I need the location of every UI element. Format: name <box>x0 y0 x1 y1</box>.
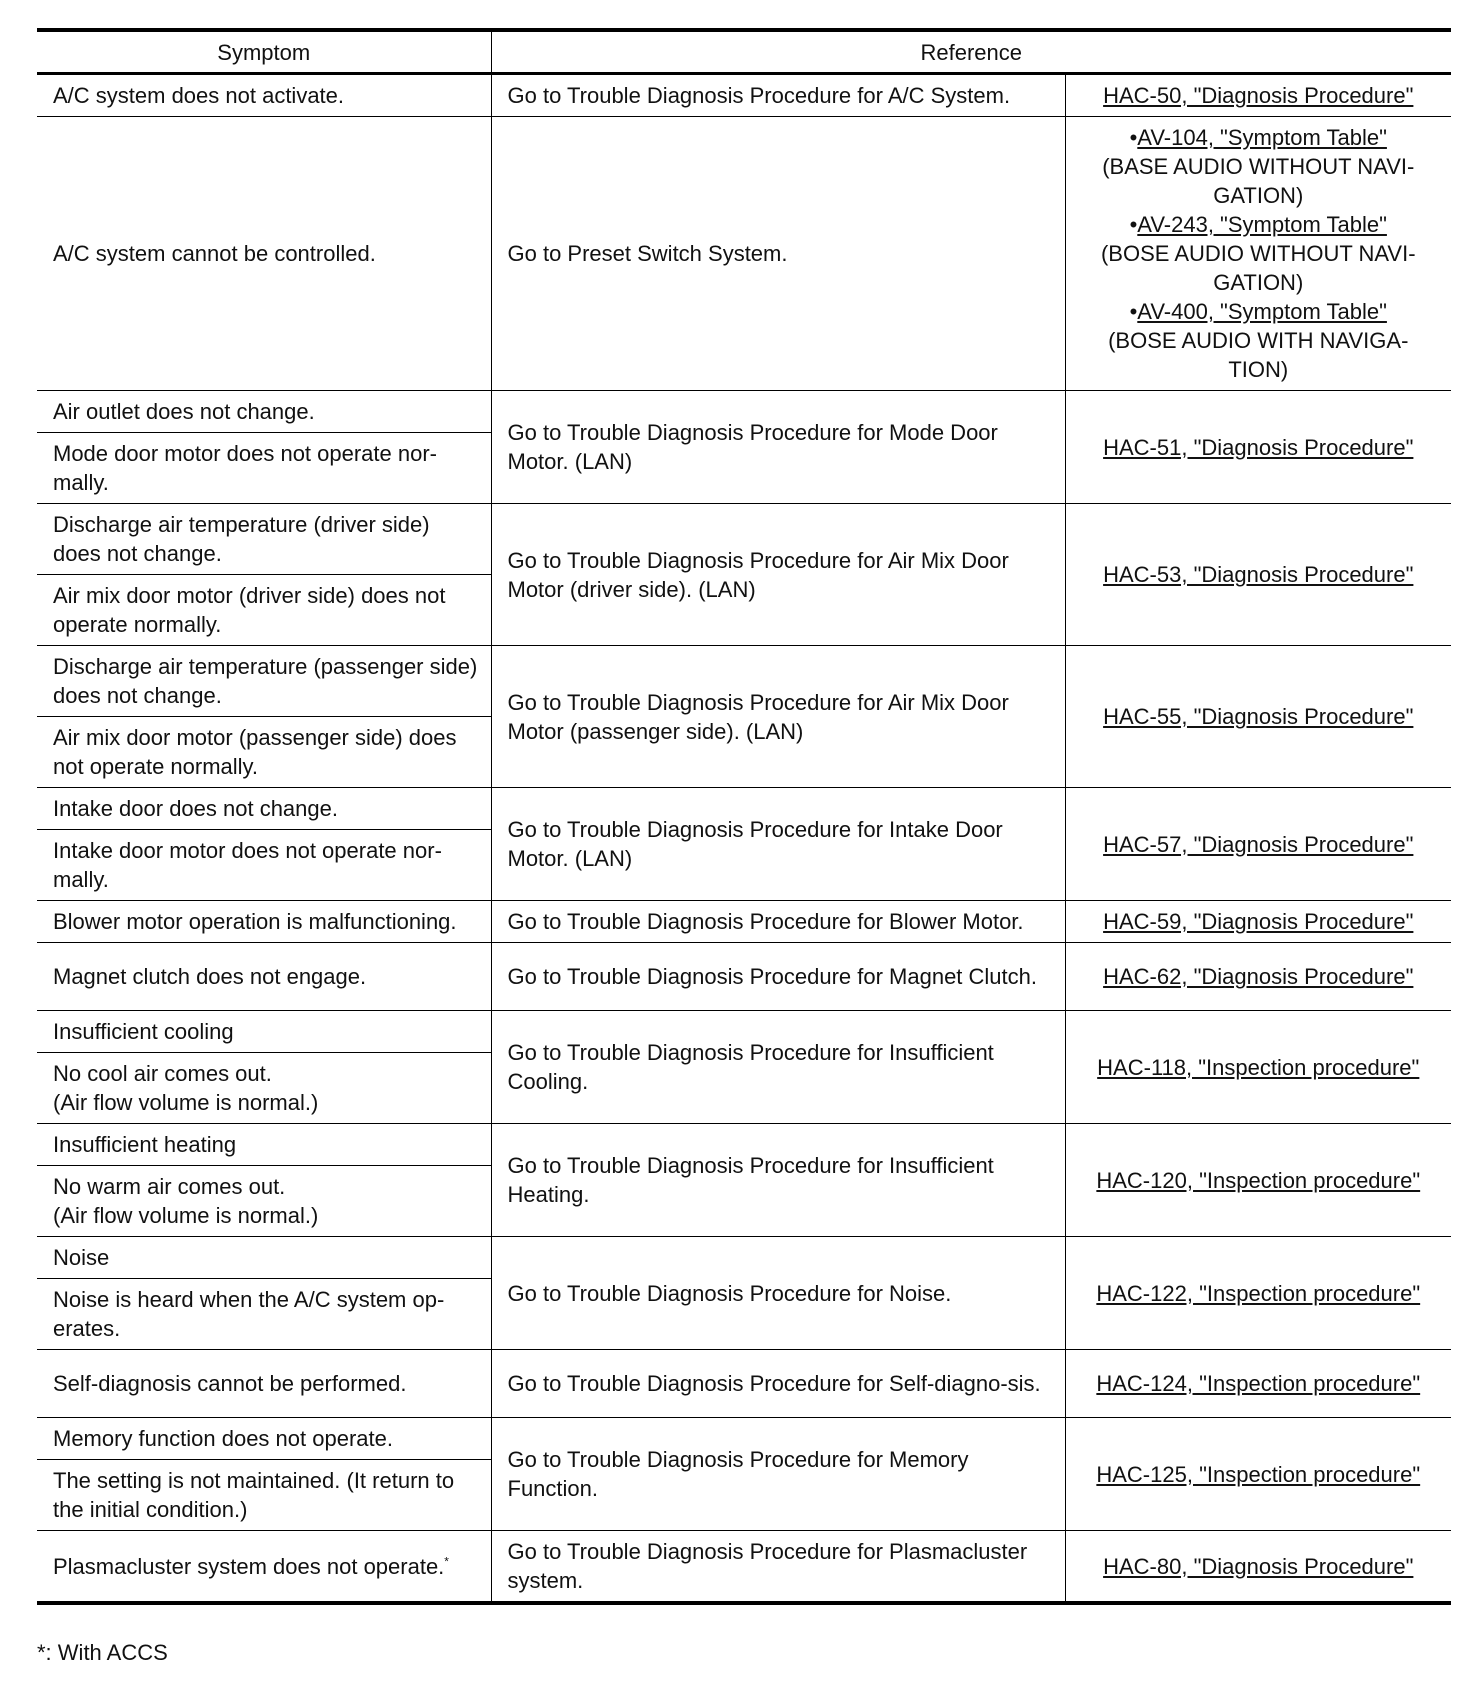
table-row <box>37 117 1451 391</box>
symptom-cell <box>37 575 491 646</box>
bullet: • <box>1129 125 1138 150</box>
reference-entry <box>1072 907 1446 936</box>
footnote: *: With ACCS <box>37 1640 168 1665</box>
reference-entry <box>1072 210 1446 239</box>
procedure-cell: Go to Trouble Diagnosis Procedure for Blower Motor. <box>491 901 1065 943</box>
reference-entry <box>1072 433 1446 462</box>
procedure-cell: Go to Trouble Diagnosis Procedure for Insufficient Cooling. <box>491 1011 1065 1124</box>
symptom-cell <box>37 1124 491 1166</box>
reference-entry <box>1072 81 1446 110</box>
symptom-cell <box>37 830 491 901</box>
table-row <box>37 943 1451 1011</box>
reference-entry <box>1072 702 1446 731</box>
symptom-cell <box>37 1237 491 1279</box>
table-row <box>37 504 1451 575</box>
symptom-text: Self-diagnosis cannot be performed. <box>53 1371 407 1396</box>
reference-cell <box>1065 117 1451 391</box>
symptom-text: Air mix door motor (driver side) does not operate normally. <box>53 583 446 637</box>
procedure-cell: Go to Trouble Diagnosis Procedure for Memory Function. <box>491 1418 1065 1531</box>
table-header-row <box>37 30 1451 74</box>
symptom-text: A/C system cannot be controlled. <box>53 241 376 266</box>
symptom-cell <box>37 788 491 830</box>
table-row <box>37 901 1451 943</box>
symptom-cell <box>37 1418 491 1460</box>
symptom-text: Noise <box>53 1245 110 1270</box>
procedure-cell: Go to Trouble Diagnosis Procedure for A/C System. <box>491 74 1065 117</box>
reference-cell <box>1065 1418 1451 1531</box>
symptom-cell <box>37 1166 491 1237</box>
reference-entry <box>1072 830 1446 859</box>
procedure-cell: Go to Trouble Diagnosis Procedure for Noise. <box>491 1237 1065 1350</box>
reference-cell <box>1065 1531 1451 1604</box>
symptom-text: A/C system does not activate. <box>53 83 345 108</box>
bullet: • <box>1129 299 1138 324</box>
table-row <box>37 1011 1451 1053</box>
symptom-text: Insufficient heating <box>53 1132 237 1157</box>
procedure-cell: Go to Trouble Diagnosis Procedure for Plasmacluster system. <box>491 1531 1065 1604</box>
reference-link[interactable]: HAC-120, "Inspection procedure" <box>1096 1167 1421 1193</box>
reference-entry <box>1072 1279 1446 1308</box>
reference-cell <box>1065 391 1451 504</box>
reference-cell <box>1065 504 1451 646</box>
reference-link[interactable]: AV-243, "Symptom Table" <box>1137 212 1387 237</box>
footnote-mark: * <box>444 1554 449 1569</box>
symptom-cell <box>37 1279 491 1350</box>
table-row <box>37 391 1451 433</box>
table-row <box>37 646 1451 717</box>
symptom-text: Memory function does not operate. <box>53 1426 393 1451</box>
reference-link[interactable]: HAC-55, "Diagnosis Procedure" <box>1103 704 1414 729</box>
reference-note: (BOSE AUDIO WITH NAVIGA- TION) <box>1108 328 1409 382</box>
reference-cell <box>1065 788 1451 901</box>
symptom-table-container <box>37 28 1451 1605</box>
reference-link[interactable]: HAC-57, "Diagnosis Procedure" <box>1103 831 1414 857</box>
symptom-text: Noise is heard when the A/C system op-erates. <box>53 1287 445 1341</box>
reference-entry <box>1072 123 1446 152</box>
table-row <box>37 74 1451 117</box>
reference-link[interactable]: AV-104, "Symptom Table" <box>1137 125 1387 150</box>
reference-link[interactable]: HAC-59, "Diagnosis Procedure" <box>1103 909 1414 934</box>
reference-link[interactable]: HAC-53, "Diagnosis Procedure" <box>1103 562 1414 587</box>
symptom-text: Plasmacluster system does not operate. <box>53 1553 445 1579</box>
procedure-cell: Go to Trouble Diagnosis Procedure for Mode Door Motor. (LAN) <box>491 391 1065 504</box>
symptom-text: No warm air comes out. <box>53 1174 286 1199</box>
reference-entry <box>1072 560 1446 589</box>
symptom-text: No cool air comes out. <box>53 1061 272 1086</box>
reference-note: (BASE AUDIO WITHOUT NAVI- GATION) <box>1102 154 1415 208</box>
reference-link[interactable]: AV-400, "Symptom Table" <box>1137 299 1387 324</box>
reference-entry <box>1072 1053 1446 1082</box>
reference-note: (BOSE AUDIO WITHOUT NAVI- GATION) <box>1100 241 1416 295</box>
symptom-text: Air outlet does not change. <box>53 399 315 424</box>
symptom-cell <box>37 1350 491 1418</box>
reference-entry <box>1072 1460 1446 1489</box>
table-row <box>37 1350 1451 1418</box>
procedure-cell: Go to Trouble Diagnosis Procedure for Air Mix Door Motor (passenger side). (LAN) <box>491 646 1065 788</box>
procedure-cell: Go to Trouble Diagnosis Procedure for Self-diagno-sis. <box>491 1350 1065 1418</box>
reference-link[interactable]: HAC-118, "Inspection procedure" <box>1097 1054 1420 1080</box>
reference-cell <box>1065 943 1451 1011</box>
symptom-text: Intake door does not change. <box>53 796 338 821</box>
symptom-text: Magnet clutch does not engage. <box>53 964 367 989</box>
symptom-text: (Air flow volume is normal.) <box>53 1203 319 1228</box>
symptom-text: Intake door motor does not operate nor-mally. <box>53 838 442 892</box>
procedure-cell: Go to Trouble Diagnosis Procedure for Magnet Clutch. <box>491 943 1065 1011</box>
symptom-cell <box>37 646 491 717</box>
symptom-cell <box>37 391 491 433</box>
reference-link[interactable]: HAC-80, "Diagnosis Procedure" <box>1103 1553 1414 1579</box>
reference-link[interactable]: HAC-51, "Diagnosis Procedure" <box>1103 434 1414 460</box>
reference-link[interactable]: HAC-124, "Inspection procedure" <box>1096 1371 1421 1396</box>
symptom-text: Discharge air temperature (driver side) does not change. <box>53 512 430 566</box>
table-body <box>37 74 1451 1604</box>
symptom-text: The setting is not maintained. (It return to the initial condition.) <box>53 1468 455 1522</box>
symptom-cell <box>37 1053 491 1124</box>
symptom-text: Insufficient cooling <box>53 1019 234 1044</box>
symptom-cell <box>37 433 491 504</box>
reference-link[interactable]: HAC-122, "Inspection procedure" <box>1096 1280 1421 1306</box>
table-row <box>37 1237 1451 1279</box>
symptom-header: Symptom <box>37 30 491 74</box>
reference-entry <box>1072 297 1446 326</box>
procedure-cell: Go to Trouble Diagnosis Procedure for Intake Door Motor. (LAN) <box>491 788 1065 901</box>
symptom-table <box>37 28 1451 1605</box>
reference-cell <box>1065 1350 1451 1418</box>
symptom-text: Mode door motor does not operate nor-mally. <box>53 441 438 495</box>
symptom-text: Air mix door motor (passenger side) does not operate normally. <box>53 725 457 779</box>
table-row <box>37 1531 1451 1604</box>
symptom-cell <box>37 1531 491 1604</box>
reference-link[interactable]: HAC-62, "Diagnosis Procedure" <box>1103 964 1414 989</box>
procedure-cell: Go to Preset Switch System. <box>491 117 1065 391</box>
symptom-cell <box>37 1011 491 1053</box>
symptom-cell <box>37 74 491 117</box>
table-row <box>37 1418 1451 1460</box>
reference-entry <box>1072 1166 1446 1195</box>
table-row <box>37 1124 1451 1166</box>
reference-cell <box>1065 1011 1451 1124</box>
reference-entry <box>1072 962 1446 991</box>
reference-entry <box>1072 1369 1446 1398</box>
reference-cell <box>1065 74 1451 117</box>
reference-link[interactable]: HAC-125, "Inspection procedure" <box>1096 1461 1421 1487</box>
symptom-cell <box>37 901 491 943</box>
reference-entry <box>1072 1552 1446 1581</box>
reference-cell <box>1065 1124 1451 1237</box>
symptom-text: Discharge air temperature (passenger side) does not change. <box>53 654 478 708</box>
bullet: • <box>1129 212 1138 237</box>
procedure-cell: Go to Trouble Diagnosis Procedure for Air Mix Door Motor (driver side). (LAN) <box>491 504 1065 646</box>
symptom-cell <box>37 1460 491 1531</box>
procedure-cell: Go to Trouble Diagnosis Procedure for Insufficient Heating. <box>491 1124 1065 1237</box>
symptom-cell <box>37 717 491 788</box>
reference-cell <box>1065 1237 1451 1350</box>
reference-link[interactable]: HAC-50, "Diagnosis Procedure" <box>1103 83 1414 108</box>
reference-cell <box>1065 901 1451 943</box>
symptom-text: Blower motor operation is malfunctioning. <box>53 909 457 934</box>
reference-header: Reference <box>491 30 1451 74</box>
table-row <box>37 788 1451 830</box>
symptom-cell <box>37 117 491 391</box>
symptom-text: (Air flow volume is normal.) <box>53 1090 319 1115</box>
symptom-cell <box>37 504 491 575</box>
symptom-cell <box>37 943 491 1011</box>
reference-cell <box>1065 646 1451 788</box>
